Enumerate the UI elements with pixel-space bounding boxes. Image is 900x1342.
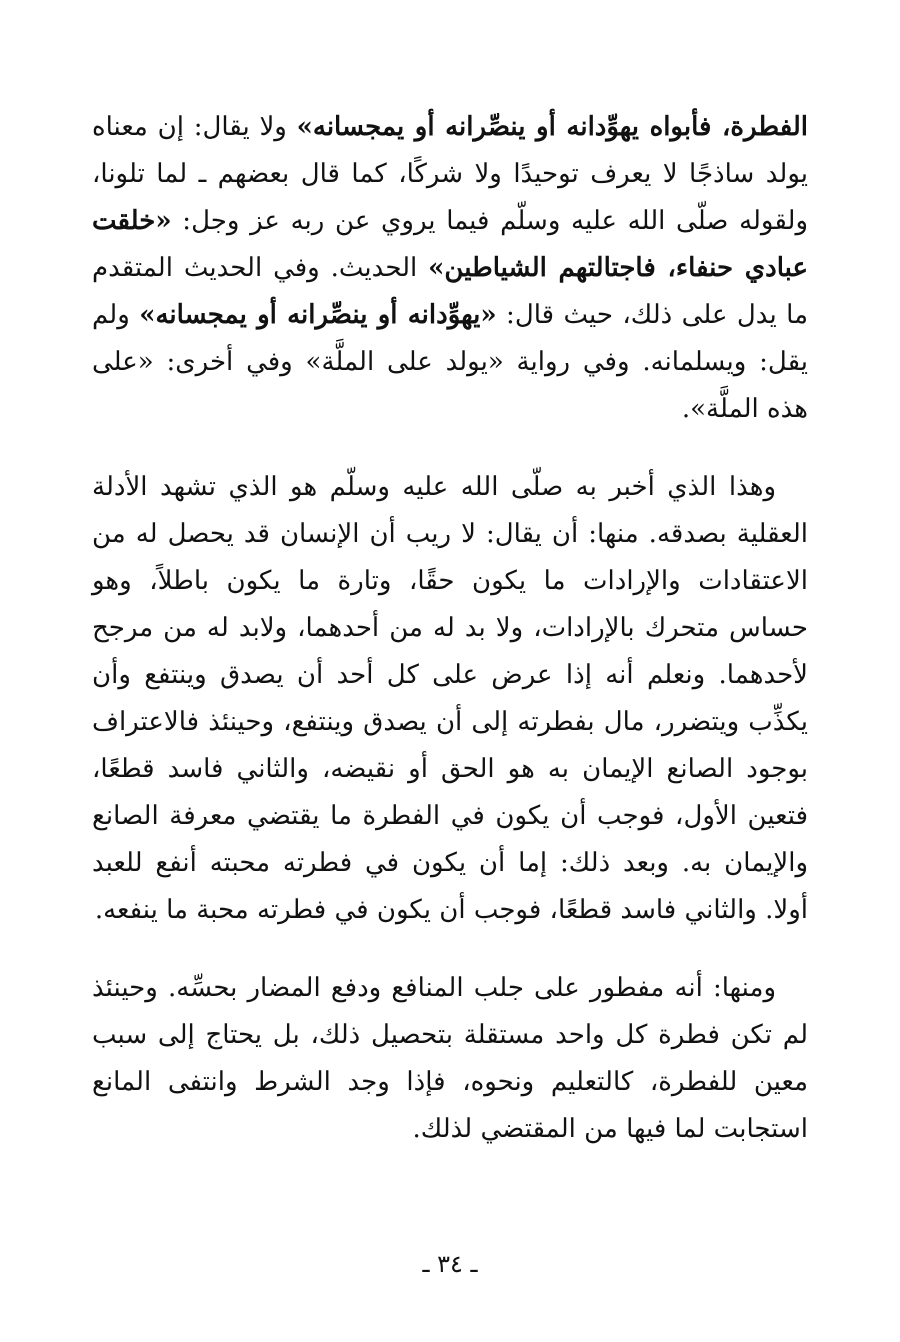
hadith-quote: «يهوِّدانه أو ينصِّرانه أو يمجسانه»	[139, 300, 497, 330]
page-body	[92, 104, 808, 1153]
paragraph-1	[92, 104, 808, 433]
hadith-quote: الفطرة، فأبواه يهوِّدانه أو ينصِّرانه أو يمجسانه»	[296, 112, 808, 142]
body-text: الحديث. وفي الحديث المتقدم ما يدل على ذلك، حيث قال:	[92, 253, 808, 330]
page-number: ـ ٣٤ ـ	[422, 1250, 478, 1278]
body-text: ولا يقال: إن معناه يولد ساذجًا لا يعرف توحيدًا ولا شركًا، كما قال بعضهم ـ لما تلونا، ولقوله صلّى الله عليه وسلّم فيما يروي عن ربه عز وجل:	[92, 112, 808, 236]
body-text: وهذا الذي أخبر به صلّى الله عليه وسلّم هو الذي تشهد الأدلة العقلية بصدقه. منها: أن يقال: لا ريب أن الإنسان قد يحصل له من الاعتقادات والإرادات ما يكون حقًا، وتارة ما يكون باطلاً، وهو حساس متحرك بالإرادات، ولا بد له من أحدهما، ولابد له من مرجح لأحدهما. ونعلم أنه إذا عرض على كل أحد أن يصدق وينتفع وأن يكذِّب ويتضرر، مال بفطرته إلى أن يصدق وينتفع، وحينئذ فالاعتراف بوجود الصانع الإيمان به هو الحق أو نقيضه، والثاني فاسد قطعًا، فتعين الأول، فوجب أن يكون في الفطرة ما يقتضي معرفة الصانع والإيمان به. وبعد ذلك: إما أن يكون في فطرته محبته أنفع للعبد أولا. والثاني فاسد قطعًا، فوجب أن يكون في فطرته محبة ما ينفعه.	[92, 472, 808, 925]
hadith-quote: «خلقت عبادي حنفاء، فاجتالتهم الشياطين»	[92, 206, 808, 283]
paragraph-2	[92, 464, 808, 934]
body-text: ومنها: أنه مفطور على جلب المنافع ودفع المضار بحسِّه. وحينئذ لم تكن فطرة كل واحد مستقلة بتحصيل ذلك، بل يحتاج إلى سبب معين للفطرة، كالتعليم ونحوه، فإذا وجد الشرط وانتفى المانع استجابت لما فيها من المقتضي لذلك.	[92, 973, 808, 1144]
paragraph-3	[92, 965, 808, 1153]
body-text: ولم يقل: ويسلمانه. وفي رواية «يولد على الملَّة» وفي أخرى: «على هذه الملَّة».	[92, 300, 808, 424]
